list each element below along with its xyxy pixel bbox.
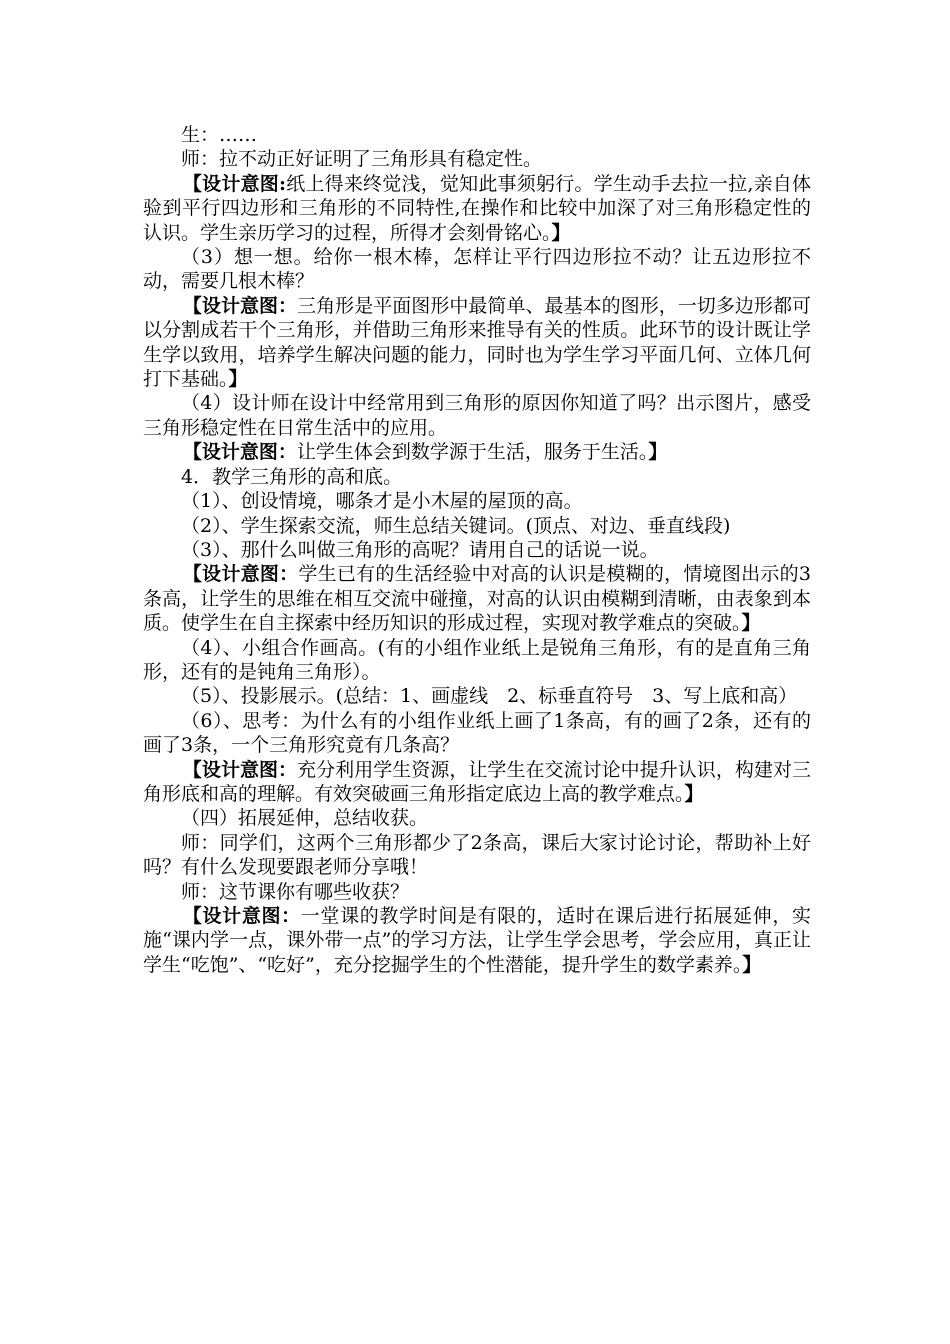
paragraph-10: [143, 514, 811, 538]
paragraph-1: [143, 123, 811, 147]
design-intent-note-2: [143, 294, 811, 392]
paragraph-text: （4）、小组合作画高。(有的小组作业纸上是锐角三角形，有的是直角三角形，还有的是钝角三角形）。: [143, 636, 811, 683]
design-intent-close: 】: [684, 782, 704, 805]
design-intent-text: 纸上得来终觉浅，觉知此事须躬行。学生动手去拉一拉,亲自体验到平行四边形和三角形的不同特性,在操作和比较中加深了对三角形稳定性的认识。学生亲历学习的过程，所得才会刻骨铭心。: [143, 172, 812, 244]
design-intent-note-5: [143, 758, 811, 807]
design-intent-note-6: [143, 904, 811, 977]
design-intent-close: 】: [228, 368, 248, 391]
design-intent-label: 【设计意图：: [182, 441, 297, 464]
design-intent-close: 】: [742, 953, 762, 976]
paragraph-text: 师：拉不动正好证明了三角形具有稳定性。: [181, 148, 543, 171]
paragraph-text: （2）、学生探索交流，师生总结关键词。(顶点、对边、垂直线段): [181, 514, 731, 537]
design-intent-label: 【设计意图：: [182, 294, 298, 317]
design-intent-note-3: [143, 440, 811, 464]
design-intent-label: 【设计意图:: [182, 172, 286, 195]
paragraph-text: 4．教学三角形的高和底。: [181, 465, 403, 488]
paragraph-13: [143, 636, 811, 685]
paragraph-text: 师：这节课你有哪些收获？: [181, 880, 410, 903]
paragraph-18: [143, 831, 811, 880]
design-intent-close: 】: [741, 612, 761, 635]
paragraph-text: （3）想一想。给你一根木棒，怎样让平行四边形拉不动？让五边形拉不动，需要几根木棒？: [143, 246, 811, 293]
document-body: [143, 123, 811, 977]
paragraph-14: [143, 684, 811, 708]
design-intent-text: 三角形是平面图形中最简单、最基本的图形，一切多边形都可以分割成若干个三角形，并借助三角形来推导有关的性质。此环节的设计既让学生学以致用，培养学生解决问题的能力，同时也为学生学习平面几何、立体几何打下基础。: [143, 294, 811, 391]
design-intent-text: 学生已有的生活经验中对高的认识是模糊的，情境图出示的3条高，让学生的思维在相互交流中碰撞，对高的认识由模糊到清晰，由表象到本质。使学生在自主探索中经历知识的形成过程，实现对教学难点的突破。: [143, 563, 811, 635]
paragraph-text: 生：……: [181, 124, 258, 146]
paragraph-11: [143, 538, 811, 562]
design-intent-label: 【设计意图：: [182, 905, 301, 927]
paragraph-6: [143, 391, 811, 440]
paragraph-9: [143, 489, 811, 513]
design-intent-label: 【设计意图：: [182, 758, 298, 781]
paragraph-15: [143, 709, 811, 758]
design-intent-close: 】: [551, 221, 571, 244]
paragraph-text: （5）、投影展示。(总结：1、画虚线 2、标垂直符号 3、写上底和高）: [181, 685, 798, 708]
design-intent-note-4: [143, 562, 811, 635]
paragraph-text: （四）拓展延伸，总结收获。: [181, 807, 429, 830]
design-intent-text: 充分利用学生资源，让学生在交流讨论中提升认识，构建对三角形底和高的理解。有效突破画三角形指定底边上高的教学难点。: [143, 758, 811, 805]
design-intent-label: 【设计意图：: [182, 563, 299, 586]
paragraph-2: [143, 147, 811, 171]
paragraph-text: （1）、创设情境，哪条才是小木屋的屋顶的高。: [181, 490, 583, 513]
paragraph-4: [143, 245, 811, 294]
paragraph-text: （3）、那什么叫做三角形的高呢？请用自己的话说一说。: [181, 538, 659, 561]
design-intent-text: 一堂课的教学时间是有限的，适时在课后进行拓展延伸，实施“课内学一点，课外带一点”的学习方法，让学生学会思考，学会应用，真正让学生“吃饱”、“吃好”，充分挖掘学生的个性潜能，提升学生的数学素养。: [143, 905, 811, 976]
design-intent-close: 】: [648, 441, 668, 464]
section-heading-extension: [143, 806, 811, 830]
design-intent-note-1: [143, 172, 811, 245]
design-intent-text: 让学生体会到数学源于生活，服务于生活。: [296, 441, 649, 464]
paragraph-text: （6）、思考：为什么有的小组作业纸上画了1条高，有的画了2条，还有的画了3条，一个三角形究竟有几条高？: [143, 709, 811, 757]
paragraph-text: 师：同学们，这两个三角形都少了2条高，课后大家讨论讨论，帮助补上好吗？有什么发现要跟老师分享哦！: [143, 831, 811, 879]
section-heading-4: [143, 465, 811, 489]
paragraph-text: （4）设计师在设计中经常用到三角形的原因你知道了吗？出示图片，感受三角形稳定性在日常生活中的应用。: [143, 392, 811, 439]
paragraph-19: [143, 880, 811, 904]
